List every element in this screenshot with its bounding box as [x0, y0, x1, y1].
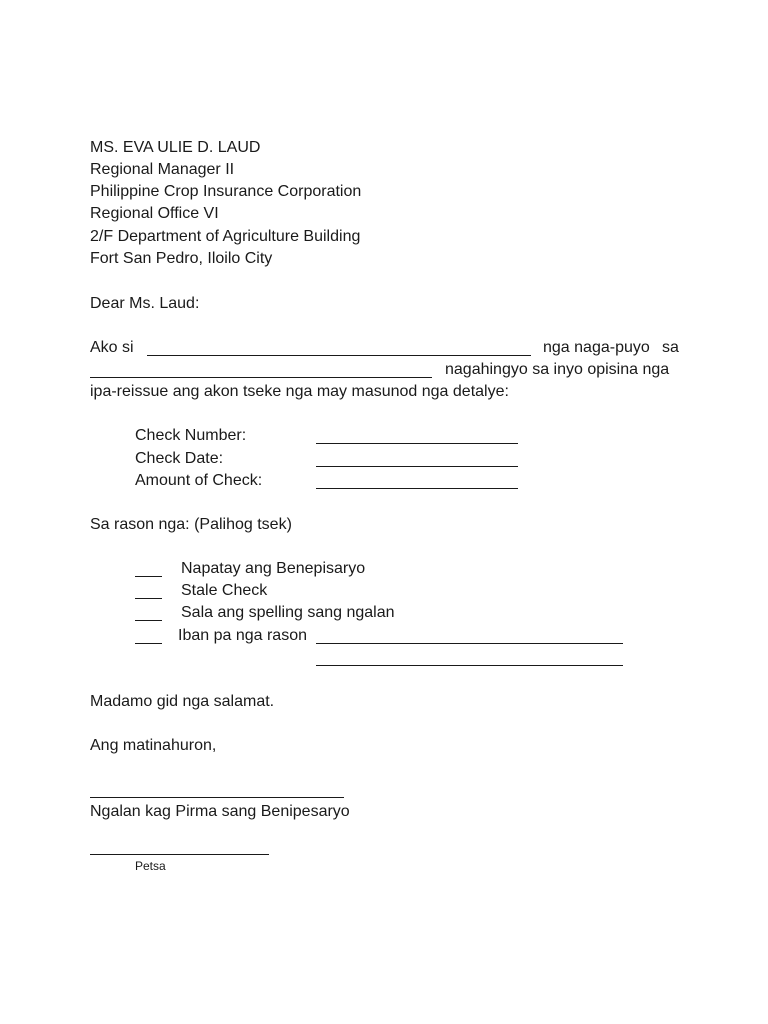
- body-nga-naga-puyo: nga naga-puyo: [543, 339, 650, 356]
- body-ako-si: Ako si: [90, 339, 134, 356]
- body-sa: sa: [662, 339, 679, 356]
- name-blank[interactable]: [147, 340, 531, 356]
- reason-label-1: Napatay ang Benepisaryo: [181, 560, 366, 577]
- check-date-label: Check Date:: [135, 450, 224, 467]
- check-date-blank[interactable]: [316, 451, 518, 467]
- signature-blank[interactable]: [90, 782, 344, 798]
- salutation: Dear Ms. Laud:: [90, 295, 200, 312]
- reason-label-3: Sala ang spelling sang ngalan: [181, 604, 395, 621]
- body-line3: ipa-reissue ang akon tseke nga may masunod nga detalye:: [90, 383, 509, 400]
- body-nagahingyo: nagahingyo sa inyo opisina nga: [445, 361, 670, 378]
- reason-checkbox-2[interactable]: [135, 583, 162, 599]
- reason-checkbox-3[interactable]: [135, 605, 162, 621]
- address-blank[interactable]: [90, 362, 432, 378]
- recipient-address: Fort San Pedro, Iloilo City: [90, 250, 273, 267]
- other-reason-blank-1[interactable]: [316, 628, 623, 644]
- signature-label: Ngalan kag Pirma sang Benipesaryo: [90, 803, 350, 820]
- recipient-office: Regional Office VI: [90, 205, 219, 222]
- recipient-building: 2/F Department of Agriculture Building: [90, 228, 361, 245]
- date-blank[interactable]: [90, 839, 269, 855]
- recipient-position: Regional Manager II: [90, 161, 235, 178]
- reason-label-2: Stale Check: [181, 582, 268, 599]
- closing-text: Ang matinahuron,: [90, 737, 217, 754]
- recipient-organization: Philippine Crop Insurance Corporation: [90, 183, 362, 200]
- check-number-blank[interactable]: [316, 428, 518, 444]
- check-amount-blank[interactable]: [316, 473, 518, 489]
- other-reason-blank-2[interactable]: [316, 650, 623, 666]
- reason-checkbox-4[interactable]: [135, 628, 162, 644]
- date-label: Petsa: [135, 859, 166, 873]
- reason-label-4: Iban pa nga rason: [178, 627, 307, 644]
- reason-prompt: Sa rason nga: (Palihog tsek): [90, 516, 292, 533]
- thanks-text: Madamo gid nga salamat.: [90, 693, 275, 710]
- check-number-label: Check Number:: [135, 427, 247, 444]
- check-amount-label: Amount of Check:: [135, 472, 263, 489]
- recipient-name: MS. EVA ULIE D. LAUD: [90, 139, 261, 156]
- reason-checkbox-1[interactable]: [135, 561, 162, 577]
